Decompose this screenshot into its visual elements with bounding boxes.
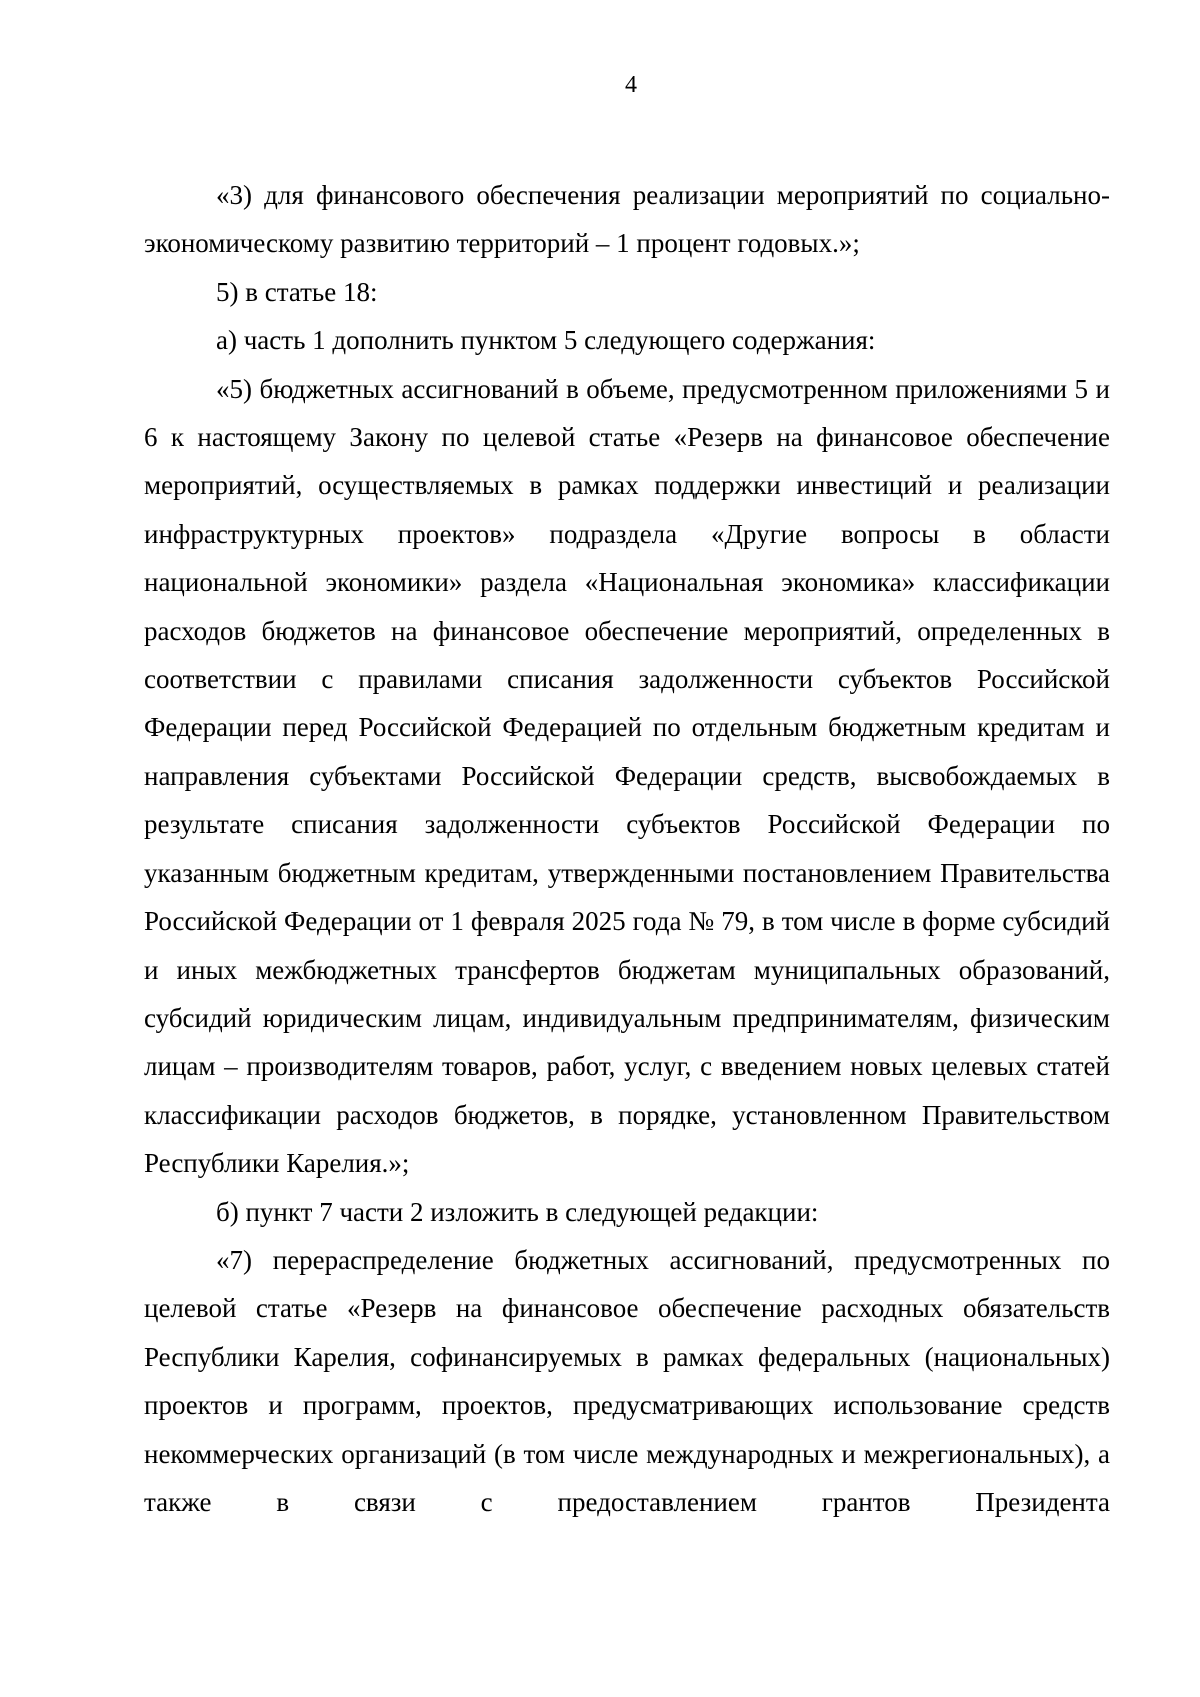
page-number: 4 [625,72,637,98]
paragraph-item-3: «3) для финансового обеспечения реализации мероприятий по социально-экономическому развитию территорий – 1 процент годовых.»; [144,180,1110,259]
paragraph-item-5: «5) бюджетных ассигнований в объеме, предусмотренном приложениями 5 и 6 к настоящему Закону по целевой статье «Резерв на финансовое обеспечение мероприятий, осуществляемых в рамках поддержки инвестиций и реализации инфраструктурных проектов» подраздела «Другие вопросы в области национальной экономики» раздела «Национальная экономика» классификации расходов бюджетов на финансовое обеспечение мероприятий, определенных в соответствии с правилами списания задолженности субъектов Российской Федерации перед Российской Федерацией по отдельным бюджетным кредитам и направления субъектами Российской Федерации средств, высвобождаемых в результате списания задолженности субъектов Российской Федерации по указанным бюджетным кредитам, утвержденными постановлением Правительства Российской Федерации от 1 февраля 2025 года № 79, в том числе в форме субсидий и иных межбюджетных трансфертов бюджетам муниципальных образований, субсидий юридическим лицам, индивидуальным предпринимателям, физическим лицам – производителям товаров, работ, услуг, с введением новых целевых статей классификации расходов бюджетов, в порядке, установленном Правительством Республики Карелия.»; [144,373,1110,1179]
paragraph-article-18: 5) в статье 18: [216,276,378,307]
document-body [144,171,1110,1526]
paragraph-subitem-a: а) часть 1 дополнить пунктом 5 следующего содержания: [216,325,876,356]
paragraph-subitem-b: б) пункт 7 части 2 изложить в следующей редакции: [216,1196,819,1227]
paragraph-item-7: «7) перераспределение бюджетных ассигнований, предусмотренных по целевой статье «Резерв на финансовое обеспечение расходных обязательств Республики Карелия, софинансируемых в рамках федеральных (национальных) проектов и программ, проектов, предусматривающих использование средств некоммерческих организаций (в том числе международных и межрегиональных), а также в связи с предоставлением грантов Президента [144,1244,1110,1517]
